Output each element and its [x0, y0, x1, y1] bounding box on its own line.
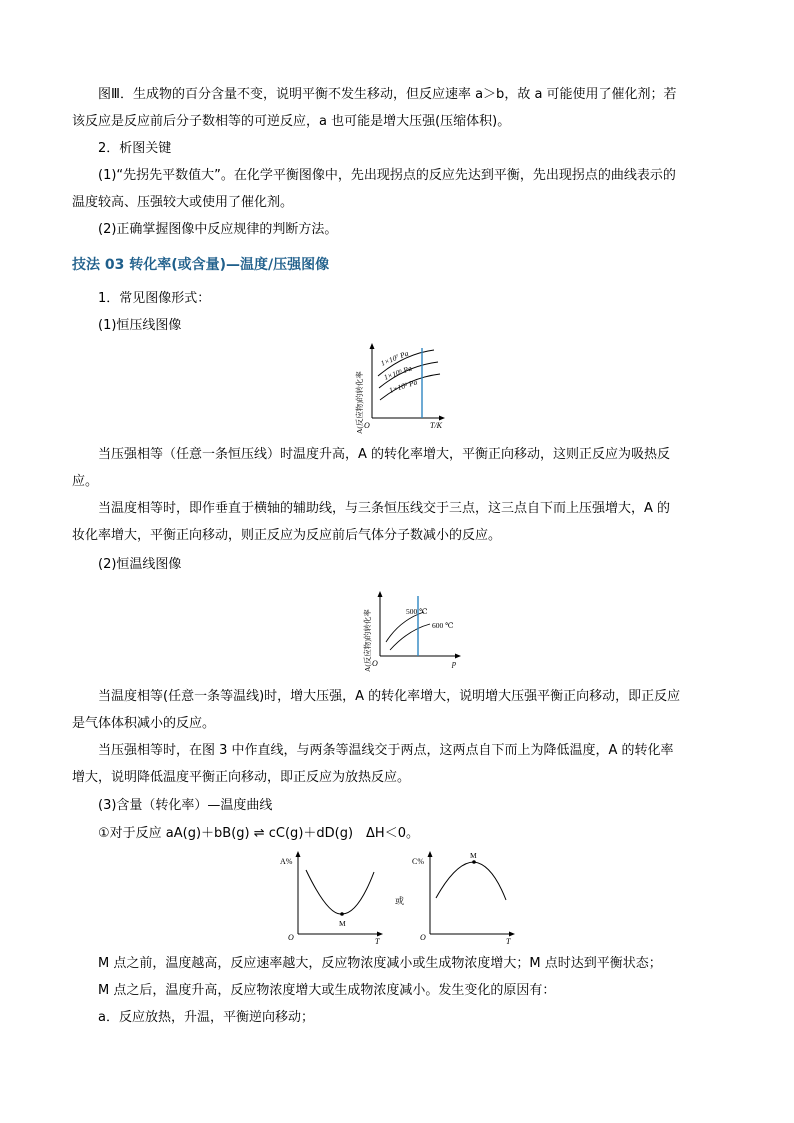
curve-label-600: 600 ℃ [432, 621, 454, 630]
curve-label-1e7: 1×10⁷ Pa [379, 348, 410, 368]
paragraph-isotherm-2-line1: 当压强相等时，在图 3 中作直线，与两条等温线交于两点，这两点自下而上为降低温度，A 的转化率 [98, 743, 674, 758]
x-axis-arrow [455, 654, 461, 659]
origin-label: O [288, 933, 294, 942]
paragraph-isobar-1-line1: 当压强相等（任意一条恒压线）时温度升高，A 的转化率增大，平衡正向移动，这则正反应为吸热反 [98, 447, 671, 462]
x-axis-arrow [509, 932, 515, 937]
x-axis-arrow [377, 932, 383, 937]
point-m [340, 912, 344, 916]
subsection-common-forms: 1．常见图像形式： [98, 291, 211, 306]
or-label: 或 [395, 896, 405, 906]
paragraph-isobar-2-line1: 当温度相等时，即作垂直于横轴的辅助线，与三条恒压线交于三点，这三点自下而上压强增大，A 的 [98, 501, 671, 516]
curve-label-1e5: 1×10⁵ Pa [387, 377, 419, 395]
x-axis-label: T/K [430, 421, 443, 430]
subsection-content-temperature: (3)含量（转化率）—温度曲线 [98, 798, 273, 813]
point-m-label: M [339, 919, 346, 928]
origin-label: O [420, 933, 426, 942]
curve-label-1e6: 1×10⁶ Pa [382, 363, 414, 382]
isotherm-curve-600 [390, 624, 430, 650]
subsection-isotherm: (2)恒温线图像 [98, 557, 182, 572]
x-axis-label: T [506, 937, 511, 946]
y-axis-arrow [378, 591, 383, 597]
a-percent-curve [306, 870, 374, 914]
y-axis-label: C% [412, 857, 424, 866]
x-axis-arrow [439, 416, 445, 421]
paragraph-isobar-1-line2: 应。 [72, 474, 99, 489]
isotherm-figure [360, 590, 470, 674]
c-percent-curve [436, 862, 506, 900]
reaction-equation: ①对于反应 aA(g)＋bB(g) ⇌ cC(g)＋dD(g) ΔH＜0。 [98, 826, 419, 841]
paragraph-isotherm-2-line2: 增大，说明降低温度平衡正向移动，即正反应为放热反应。 [72, 770, 411, 785]
paragraph-isotherm-1-line1: 当温度相等(任意一条等温线)时，增大压强，A 的转化率增大，说明增大压强平衡正向移动，即正反应 [98, 689, 681, 704]
a-percent-graph [280, 851, 383, 946]
paragraph-fig3-explain-line2: 该反应是反应前后分子数相等的可逆反应，a 也可能是增大压强(压缩体积)。 [72, 114, 511, 129]
y-axis-arrow [428, 851, 433, 857]
paragraph-rule1-line2: 温度较高、压强较大或使用了催化剂。 [72, 195, 294, 210]
y-axis-arrow [296, 851, 301, 857]
y-axis-label: A(反应物)的转化率 [355, 371, 364, 434]
x-axis-label: T [375, 937, 380, 946]
y-axis-arrow [370, 343, 375, 349]
point-m [472, 860, 476, 864]
paragraph-before-m: M 点之前，温度越高，反应速率越大，反应物浓度减小或生成物浓度增大；M 点时达到平衡状态； [98, 956, 662, 971]
section-heading: 技法 03 转化率(或含量)—温度/压强图像 [72, 257, 330, 273]
paragraph-isobar-2-line2: 妆化率增大，平衡正向移动，则正反应为反应前后气体分子数减小的反应。 [72, 528, 502, 543]
content-temperature-figure [270, 848, 530, 948]
x-axis-label: p [452, 659, 456, 668]
origin-label: O [364, 421, 370, 430]
section-item-2: 2．析图关键 [98, 141, 172, 156]
y-axis-label: A% [280, 857, 293, 866]
paragraph-fig3-explain-line1: 图Ⅲ．生成物的百分含量不变，说明平衡不发生移动，但反应速率 a＞b，故 a 可能使用了催化剂；若 [98, 87, 677, 102]
c-percent-graph [412, 851, 515, 946]
paragraph-rule1-line1: (1)“先拐先平数值大”。在化学平衡图像中，先出现拐点的反应先达到平衡，先出现拐点的曲线表示的 [98, 168, 676, 183]
origin-label: O [372, 659, 378, 668]
paragraph-after-m: M 点之后，温度升高，反应物浓度增大或生成物浓度减小。发生变化的原因有： [98, 983, 556, 998]
point-m-label: M [470, 851, 477, 860]
reason-a: a．反应放热，升温，平衡逆向移动； [98, 1010, 314, 1025]
subsection-isobar: (1)恒压线图像 [98, 318, 182, 333]
isobar-figure [352, 340, 452, 440]
curve-label-500: 500 ℃ [406, 607, 428, 616]
y-axis-label: A(反应物)的转化率 [363, 609, 372, 672]
paragraph-isotherm-1-line2: 是气体体积减小的反应。 [72, 716, 216, 731]
paragraph-rule2: (2)正确掌握图像中反应规律的判断方法。 [98, 222, 338, 237]
